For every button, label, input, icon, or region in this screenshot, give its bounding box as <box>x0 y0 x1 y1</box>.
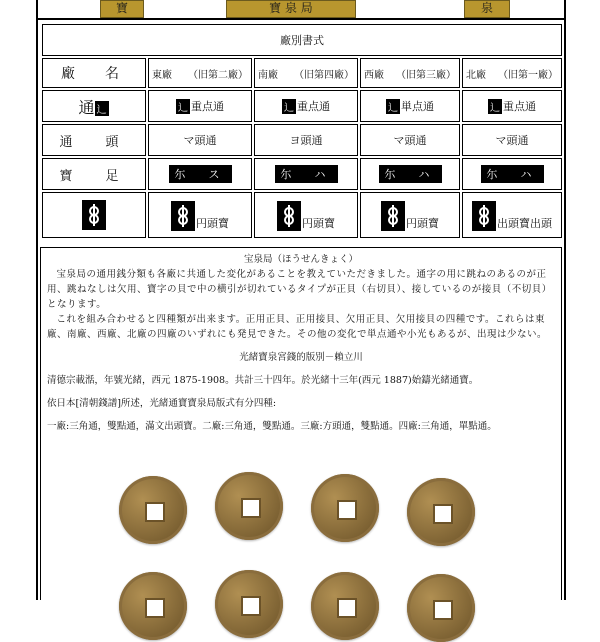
bao-cell <box>254 158 358 190</box>
row-label-factory: 廠 名 <box>42 58 146 88</box>
tou-cell: マ頭通 <box>148 124 252 156</box>
tong-cell: 辶 重点通 <box>254 90 358 122</box>
img-cell: 円頭寶 <box>148 192 252 238</box>
factory-table <box>40 22 564 240</box>
coin-image-left <box>100 0 144 18</box>
coin-image-center <box>226 0 356 18</box>
paragraph: 一廠:三角通，雙點通，滿文出頭寶。二廠:三角通，雙點通。三廠:方頭通，雙點通。四廠:三角通，單點通。 <box>47 421 497 432</box>
img-cell: 出頭寶出頭 <box>462 192 562 238</box>
img-cell: 円頭寶 <box>360 192 460 238</box>
divider <box>38 18 564 20</box>
tong-cell: 辶 重点通 <box>148 90 252 122</box>
strip-glyph-left: 寶 <box>115 1 128 15</box>
manchu-glyph-image <box>82 200 106 230</box>
bao-glyph-image: 尓 ハ <box>481 165 544 183</box>
bao-cell <box>462 158 562 190</box>
paragraph: 清德宗載湉，年號光緒，西元 1875-1908。共計三十四年。於光緒十三年(西元 1887)始鑄光緒通寶。 <box>47 375 479 386</box>
coin-image <box>407 574 475 642</box>
bao-glyph-image: 尓 ハ <box>379 165 442 183</box>
coin-image <box>215 472 283 540</box>
tong-glyph-image: 辶 <box>488 99 502 114</box>
document-page <box>36 0 566 600</box>
section-title: 宝泉局（ほうせんきょく） <box>243 254 358 265</box>
tong-cell: 辶 重点通 <box>462 90 562 122</box>
table-title: 廠別書式 <box>42 24 562 56</box>
coin-image <box>119 572 187 640</box>
paragraph: 宝泉局の通用銭分類も各廠に共通した変化があることを教えていただきました。通字の用に跳ねのあるのが正用、跳ねなしは欠用、寶字の貝で中の横引が切れているタイプが正貝（右切貝）、接しているのが接貝（不切貝）となります。 <box>47 269 552 310</box>
header-cell: 南廠 （旧第四廠） <box>254 58 358 88</box>
bao-cell <box>148 158 252 190</box>
tong-glyph-image: 辶 <box>282 99 296 114</box>
bao-cell <box>360 158 460 190</box>
manchu-glyph-image <box>277 201 301 231</box>
coin-image <box>311 474 379 542</box>
header-cell: 北廠 （旧第一廠） <box>462 58 562 88</box>
tou-cell: マ頭通 <box>360 124 460 156</box>
strip-glyph-right: 泉 <box>480 1 493 15</box>
tou-cell: ヨ頭通 <box>254 124 358 156</box>
coin-image-right <box>464 0 510 18</box>
text-block <box>40 247 562 600</box>
manchu-glyph-image <box>381 201 405 231</box>
coin-image <box>119 476 187 544</box>
section-subtitle: 光緒寶泉宮錢的版別－賴立川 <box>239 352 363 363</box>
tong-glyph-image: 辶 <box>386 99 400 114</box>
header-cell: 西廠 （旧第三廠） <box>360 58 460 88</box>
tou-cell: マ頭通 <box>462 124 562 156</box>
paragraph: 依日本[清朝錢譜]所述，光緒通寶寶泉局版式有分四種: <box>47 398 277 409</box>
manchu-glyph-cell <box>42 192 146 238</box>
coin-image <box>215 570 283 638</box>
tong-glyph-image: 辶 <box>95 101 109 116</box>
bao-glyph-image: 尓 ス <box>169 165 232 183</box>
header-cell: 東廠 （旧第二廠） <box>148 58 252 88</box>
manchu-glyph-image <box>472 201 496 231</box>
tong-glyph-image: 辶 <box>176 99 190 114</box>
row-label-tou: 通 頭 <box>42 124 146 156</box>
coin-image <box>311 572 379 640</box>
strip-glyph-center: 寶 泉 局 <box>269 1 313 15</box>
tong-cell: 辶 単点通 <box>360 90 460 122</box>
row-label-bao: 寶 足 <box>42 158 146 190</box>
img-cell: 円頭寶 <box>254 192 358 238</box>
paragraph: これを組み合わせると四種類が出来ます。正用正貝、正用接貝、欠用正貝、欠用接貝の四種です。これらは東廠、南廠、西廠、北廠の四廠のいずれにも発見できた。その他の変化で単点通や小光もあるが、出現は少ない。 <box>47 314 548 340</box>
coin-image <box>407 478 475 546</box>
top-image-strip <box>38 0 564 18</box>
row-label-tong: 通 辶 <box>42 90 146 122</box>
bao-glyph-image: 尓 ハ <box>275 165 338 183</box>
manchu-glyph-image <box>171 201 195 231</box>
